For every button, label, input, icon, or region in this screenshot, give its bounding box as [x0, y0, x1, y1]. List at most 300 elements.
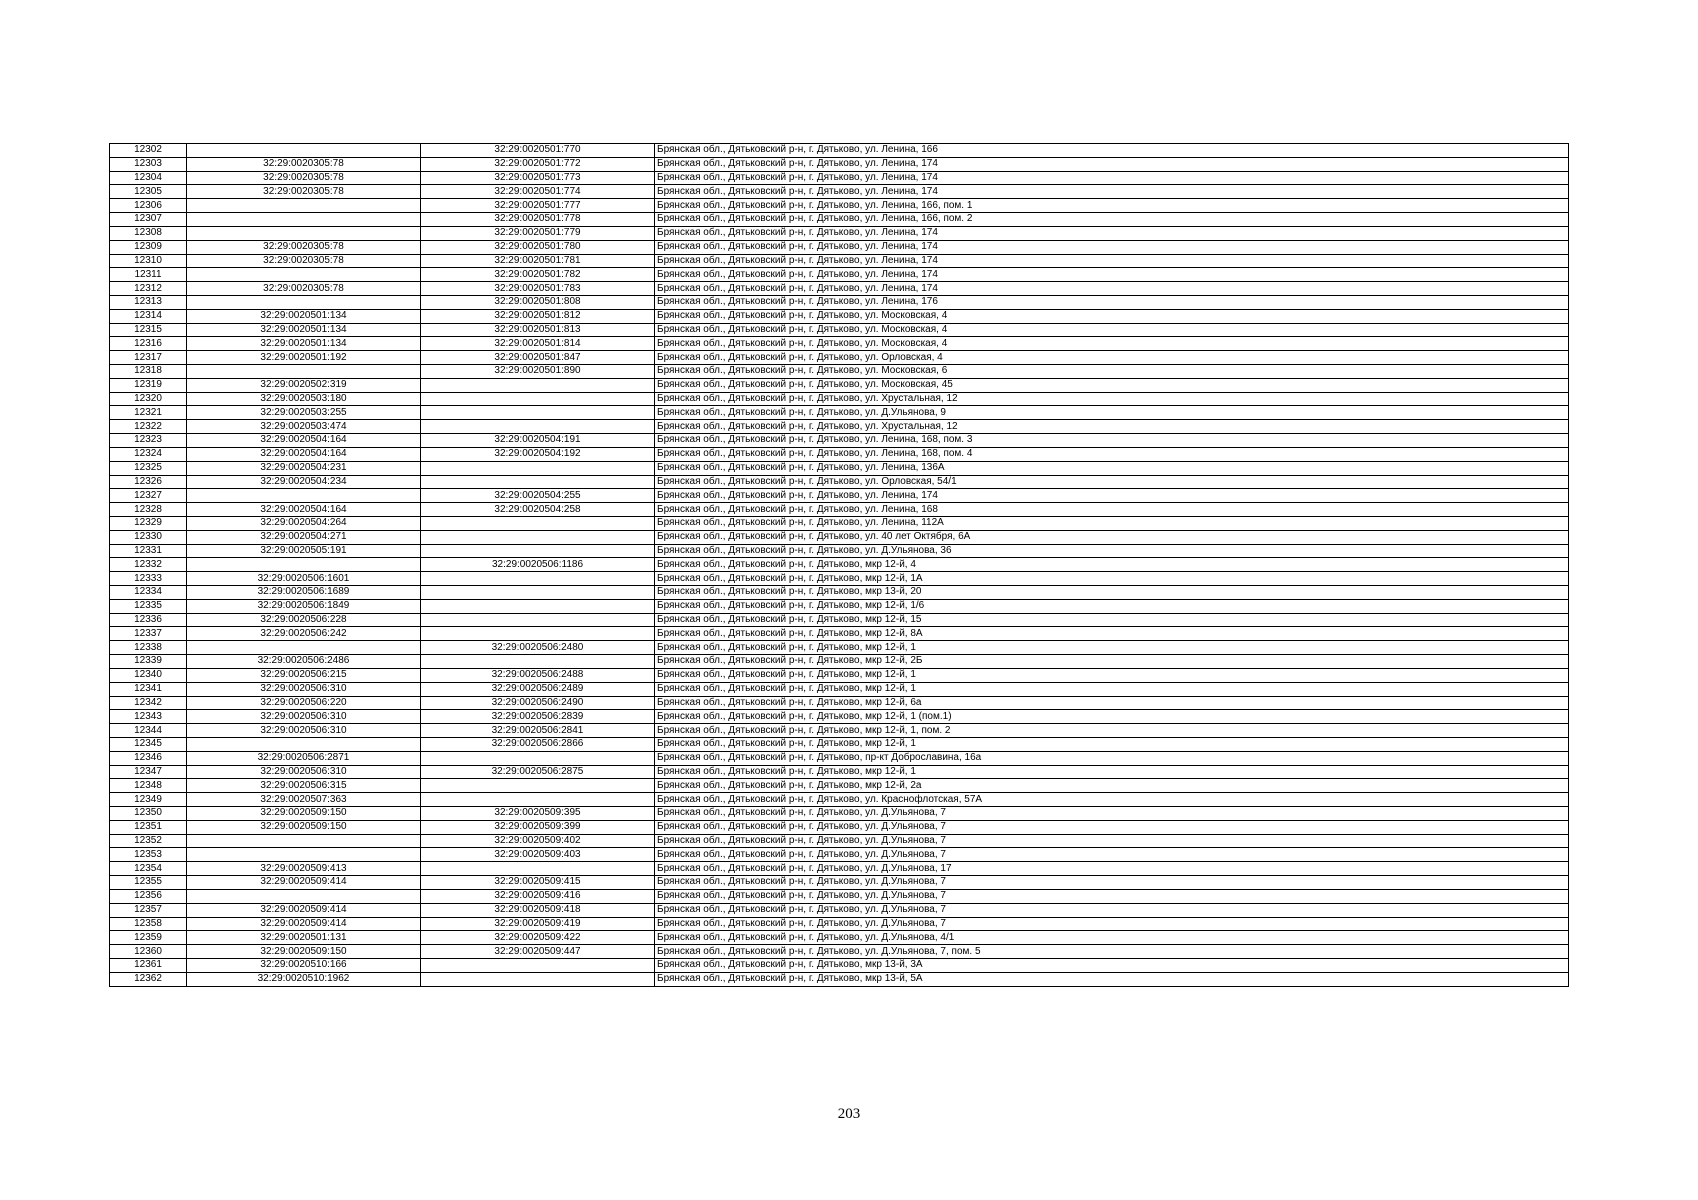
row-number-cell: 12347 — [110, 765, 187, 779]
row-number-cell: 12314 — [110, 309, 187, 323]
object-cadastral-number-cell — [421, 475, 655, 489]
row-number-cell: 12332 — [110, 558, 187, 572]
address-cell: Брянская обл., Дятьковский р-н, г. Дятьково, ул. Д.Ульянова, 7 — [655, 820, 1569, 834]
object-cadastral-number-cell: 32:29:0020509:418 — [421, 903, 655, 917]
address-cell: Брянская обл., Дятьковский р-н, г. Дятьково, ул. Московская, 4 — [655, 309, 1569, 323]
land-cadastral-number-cell: 32:29:0020506:2871 — [187, 751, 421, 765]
land-cadastral-number-cell — [187, 365, 421, 379]
object-cadastral-number-cell — [421, 392, 655, 406]
table-row — [110, 351, 1569, 365]
land-cadastral-number-cell: 32:29:0020503:255 — [187, 406, 421, 420]
row-number-cell: 12341 — [110, 682, 187, 696]
address-cell: Брянская обл., Дятьковский р-н, г. Дятьково, ул. Московская, 45 — [655, 378, 1569, 392]
table-row — [110, 972, 1569, 986]
object-cadastral-number-cell — [421, 862, 655, 876]
land-cadastral-number-cell: 32:29:0020509:150 — [187, 945, 421, 959]
row-number-cell: 12322 — [110, 420, 187, 434]
table-row — [110, 931, 1569, 945]
object-cadastral-number-cell: 32:29:0020501:890 — [421, 365, 655, 379]
object-cadastral-number-cell — [421, 516, 655, 530]
address-cell: Брянская обл., Дятьковский р-н, г. Дятьково, ул. Ленина, 174 — [655, 185, 1569, 199]
row-number-cell: 12339 — [110, 655, 187, 669]
object-cadastral-number-cell: 32:29:0020506:2875 — [421, 765, 655, 779]
land-cadastral-number-cell: 32:29:0020509:414 — [187, 917, 421, 931]
table-row — [110, 848, 1569, 862]
object-cadastral-number-cell: 32:29:0020506:2866 — [421, 737, 655, 751]
address-cell: Брянская обл., Дятьковский р-н, г. Дятьково, ул. Московская, 4 — [655, 323, 1569, 337]
table-row — [110, 337, 1569, 351]
land-cadastral-number-cell: 32:29:0020510:1962 — [187, 972, 421, 986]
table-row — [110, 406, 1569, 420]
land-cadastral-number-cell — [187, 737, 421, 751]
address-cell: Брянская обл., Дятьковский р-н, г. Дятьково, ул. Ленина, 174 — [655, 240, 1569, 254]
object-cadastral-number-cell: 32:29:0020501:779 — [421, 226, 655, 240]
row-number-cell: 12317 — [110, 351, 187, 365]
land-cadastral-number-cell: 32:29:0020509:413 — [187, 862, 421, 876]
land-cadastral-number-cell: 32:29:0020506:310 — [187, 710, 421, 724]
object-cadastral-number-cell: 32:29:0020509:403 — [421, 848, 655, 862]
table-row — [110, 958, 1569, 972]
address-cell: Брянская обл., Дятьковский р-н, г. Дятьково, ул. Ленина, 112А — [655, 516, 1569, 530]
object-cadastral-number-cell — [421, 586, 655, 600]
row-number-cell: 12333 — [110, 572, 187, 586]
address-cell: Брянская обл., Дятьковский р-н, г. Дятьково, ул. Хрустальная, 12 — [655, 420, 1569, 434]
object-cadastral-number-cell: 32:29:0020509:416 — [421, 889, 655, 903]
object-cadastral-number-cell: 32:29:0020506:2489 — [421, 682, 655, 696]
table-row — [110, 765, 1569, 779]
table-row — [110, 475, 1569, 489]
address-cell: Брянская обл., Дятьковский р-н, г. Дятьково, мкр 12-й, 2Б — [655, 655, 1569, 669]
land-cadastral-number-cell: 32:29:0020505:191 — [187, 544, 421, 558]
row-number-cell: 12359 — [110, 931, 187, 945]
table-row — [110, 751, 1569, 765]
row-number-cell: 12323 — [110, 434, 187, 448]
object-cadastral-number-cell — [421, 751, 655, 765]
land-cadastral-number-cell — [187, 848, 421, 862]
table-row — [110, 710, 1569, 724]
address-cell: Брянская обл., Дятьковский р-н, г. Дятьково, мкр 12-й, 1А — [655, 572, 1569, 586]
row-number-cell: 12356 — [110, 889, 187, 903]
row-number-cell: 12354 — [110, 862, 187, 876]
address-cell: Брянская обл., Дятьковский р-н, г. Дятьково, мкр 12-й, 1 — [655, 641, 1569, 655]
row-number-cell: 12312 — [110, 282, 187, 296]
row-number-cell: 12318 — [110, 365, 187, 379]
row-number-cell: 12325 — [110, 461, 187, 475]
land-cadastral-number-cell: 32:29:0020503:474 — [187, 420, 421, 434]
row-number-cell: 12361 — [110, 958, 187, 972]
land-cadastral-number-cell: 32:29:0020305:78 — [187, 157, 421, 171]
land-cadastral-number-cell: 32:29:0020501:192 — [187, 351, 421, 365]
land-cadastral-number-cell: 32:29:0020506:242 — [187, 627, 421, 641]
row-number-cell: 12303 — [110, 157, 187, 171]
object-cadastral-number-cell — [421, 530, 655, 544]
row-number-cell: 12348 — [110, 779, 187, 793]
row-number-cell: 12308 — [110, 226, 187, 240]
address-cell: Брянская обл., Дятьковский р-н, г. Дятьково, ул. Ленина, 166, пом. 2 — [655, 213, 1569, 227]
address-cell: Брянская обл., Дятьковский р-н, г. Дятьково, ул. Д.Ульянова, 9 — [655, 406, 1569, 420]
object-cadastral-number-cell: 32:29:0020501:770 — [421, 144, 655, 158]
address-cell: Брянская обл., Дятьковский р-н, г. Дятьково, ул. Ленина, 166 — [655, 144, 1569, 158]
address-cell: Брянская обл., Дятьковский р-н, г. Дятьково, мкр 12-й, 6а — [655, 696, 1569, 710]
land-cadastral-number-cell: 32:29:0020305:78 — [187, 240, 421, 254]
row-number-cell: 12306 — [110, 199, 187, 213]
land-cadastral-number-cell: 32:29:0020504:164 — [187, 503, 421, 517]
object-cadastral-number-cell — [421, 779, 655, 793]
address-cell: Брянская обл., Дятьковский р-н, г. Дятьково, ул. Д.Ульянова, 7, пом. 5 — [655, 945, 1569, 959]
address-cell: Брянская обл., Дятьковский р-н, г. Дятьково, ул. Ленина, 168 — [655, 503, 1569, 517]
table-row — [110, 558, 1569, 572]
table-row — [110, 724, 1569, 738]
table-row — [110, 586, 1569, 600]
address-cell: Брянская обл., Дятьковский р-н, г. Дятьково, мкр 12-й, 4 — [655, 558, 1569, 572]
land-cadastral-number-cell: 32:29:0020507:363 — [187, 793, 421, 807]
table-row — [110, 171, 1569, 185]
address-cell: Брянская обл., Дятьковский р-н, г. Дятьково, мкр 12-й, 1/6 — [655, 599, 1569, 613]
land-cadastral-number-cell: 32:29:0020506:1689 — [187, 586, 421, 600]
object-cadastral-number-cell: 32:29:0020509:399 — [421, 820, 655, 834]
address-cell: Брянская обл., Дятьковский р-н, г. Дятьково, мкр 13-й, 3А — [655, 958, 1569, 972]
land-cadastral-number-cell: 32:29:0020501:131 — [187, 931, 421, 945]
land-cadastral-number-cell — [187, 268, 421, 282]
address-cell: Брянская обл., Дятьковский р-н, г. Дятьково, ул. Д.Ульянова, 36 — [655, 544, 1569, 558]
row-number-cell: 12326 — [110, 475, 187, 489]
table-row — [110, 655, 1569, 669]
address-cell: Брянская обл., Дятьковский р-н, г. Дятьково, мкр 12-й, 2а — [655, 779, 1569, 793]
land-cadastral-number-cell: 32:29:0020504:264 — [187, 516, 421, 530]
row-number-cell: 12362 — [110, 972, 187, 986]
row-number-cell: 12343 — [110, 710, 187, 724]
land-cadastral-number-cell — [187, 558, 421, 572]
address-cell: Брянская обл., Дятьковский р-н, г. Дятьково, мкр 12-й, 1, пом. 2 — [655, 724, 1569, 738]
address-cell: Брянская обл., Дятьковский р-н, г. Дятьково, ул. Ленина, 168, пом. 4 — [655, 447, 1569, 461]
table-row — [110, 779, 1569, 793]
row-number-cell: 12338 — [110, 641, 187, 655]
table-row — [110, 378, 1569, 392]
land-cadastral-number-cell: 32:29:0020506:220 — [187, 696, 421, 710]
table-row — [110, 599, 1569, 613]
table-row — [110, 420, 1569, 434]
table-row — [110, 213, 1569, 227]
address-cell: Брянская обл., Дятьковский р-н, г. Дятьково, ул. 40 лет Октября, 6А — [655, 530, 1569, 544]
address-cell: Брянская обл., Дятьковский р-н, г. Дятьково, ул. Ленина, 168, пом. 3 — [655, 434, 1569, 448]
address-cell: Брянская обл., Дятьковский р-н, г. Дятьково, ул. Д.Ульянова, 7 — [655, 903, 1569, 917]
table-row — [110, 807, 1569, 821]
row-number-cell: 12307 — [110, 213, 187, 227]
object-cadastral-number-cell — [421, 793, 655, 807]
table-row — [110, 489, 1569, 503]
row-number-cell: 12330 — [110, 530, 187, 544]
row-number-cell: 12305 — [110, 185, 187, 199]
table-row — [110, 185, 1569, 199]
table-row — [110, 461, 1569, 475]
address-cell: Брянская обл., Дятьковский р-н, г. Дятьково, пр-кт Доброславина, 16а — [655, 751, 1569, 765]
object-cadastral-number-cell: 32:29:0020501:773 — [421, 171, 655, 185]
object-cadastral-number-cell: 32:29:0020501:778 — [421, 213, 655, 227]
row-number-cell: 12329 — [110, 516, 187, 530]
object-cadastral-number-cell: 32:29:0020501:774 — [421, 185, 655, 199]
table-row — [110, 876, 1569, 890]
address-cell: Брянская обл., Дятьковский р-н, г. Дятьково, мкр 12-й, 1 — [655, 668, 1569, 682]
object-cadastral-number-cell: 32:29:0020506:2490 — [421, 696, 655, 710]
object-cadastral-number-cell — [421, 572, 655, 586]
address-cell: Брянская обл., Дятьковский р-н, г. Дятьково, ул. Д.Ульянова, 4/1 — [655, 931, 1569, 945]
address-cell: Брянская обл., Дятьковский р-н, г. Дятьково, мкр 12-й, 15 — [655, 613, 1569, 627]
address-cell: Брянская обл., Дятьковский р-н, г. Дятьково, ул. Орловская, 4 — [655, 351, 1569, 365]
address-cell: Брянская обл., Дятьковский р-н, г. Дятьково, ул. Ленина, 136А — [655, 461, 1569, 475]
table-row — [110, 696, 1569, 710]
land-cadastral-number-cell: 32:29:0020504:164 — [187, 434, 421, 448]
table-row — [110, 199, 1569, 213]
row-number-cell: 12352 — [110, 834, 187, 848]
object-cadastral-number-cell: 32:29:0020504:255 — [421, 489, 655, 503]
object-cadastral-number-cell: 32:29:0020506:1186 — [421, 558, 655, 572]
land-cadastral-number-cell: 32:29:0020503:180 — [187, 392, 421, 406]
address-cell: Брянская обл., Дятьковский р-н, г. Дятьково, ул. Ленина, 174 — [655, 254, 1569, 268]
table-row — [110, 793, 1569, 807]
address-cell: Брянская обл., Дятьковский р-н, г. Дятьково, ул. Ленина, 176 — [655, 295, 1569, 309]
address-cell: Брянская обл., Дятьковский р-н, г. Дятьково, ул. Д.Ульянова, 17 — [655, 862, 1569, 876]
table-row — [110, 282, 1569, 296]
registry-table — [109, 143, 1569, 987]
row-number-cell: 12360 — [110, 945, 187, 959]
address-cell: Брянская обл., Дятьковский р-н, г. Дятьково, ул. Д.Ульянова, 7 — [655, 834, 1569, 848]
row-number-cell: 12313 — [110, 295, 187, 309]
object-cadastral-number-cell — [421, 972, 655, 986]
row-number-cell: 12349 — [110, 793, 187, 807]
address-cell: Брянская обл., Дятьковский р-н, г. Дятьково, ул. Орловская, 54/1 — [655, 475, 1569, 489]
page-number: 203 — [837, 1106, 861, 1122]
land-cadastral-number-cell: 32:29:0020510:166 — [187, 958, 421, 972]
object-cadastral-number-cell — [421, 599, 655, 613]
row-number-cell: 12358 — [110, 917, 187, 931]
row-number-cell: 12342 — [110, 696, 187, 710]
row-number-cell: 12327 — [110, 489, 187, 503]
table-row — [110, 503, 1569, 517]
land-cadastral-number-cell — [187, 199, 421, 213]
table-row — [110, 682, 1569, 696]
land-cadastral-number-cell: 32:29:0020506:310 — [187, 765, 421, 779]
row-number-cell: 12344 — [110, 724, 187, 738]
table-row — [110, 268, 1569, 282]
table-row — [110, 889, 1569, 903]
table-row — [110, 862, 1569, 876]
land-cadastral-number-cell — [187, 889, 421, 903]
object-cadastral-number-cell: 32:29:0020501:777 — [421, 199, 655, 213]
table-row — [110, 323, 1569, 337]
row-number-cell: 12302 — [110, 144, 187, 158]
object-cadastral-number-cell: 32:29:0020504:258 — [421, 503, 655, 517]
object-cadastral-number-cell: 32:29:0020509:419 — [421, 917, 655, 931]
land-cadastral-number-cell: 32:29:0020504:271 — [187, 530, 421, 544]
row-number-cell: 12310 — [110, 254, 187, 268]
object-cadastral-number-cell — [421, 406, 655, 420]
table-row — [110, 613, 1569, 627]
land-cadastral-number-cell: 32:29:0020509:414 — [187, 876, 421, 890]
registry-table-body — [110, 144, 1569, 987]
row-number-cell: 12315 — [110, 323, 187, 337]
address-cell: Брянская обл., Дятьковский р-н, г. Дятьково, мкр 13-й, 20 — [655, 586, 1569, 600]
address-cell: Брянская обл., Дятьковский р-н, г. Дятьково, мкр 12-й, 1 — [655, 737, 1569, 751]
row-number-cell: 12355 — [110, 876, 187, 890]
object-cadastral-number-cell: 32:29:0020509:447 — [421, 945, 655, 959]
row-number-cell: 12335 — [110, 599, 187, 613]
address-cell: Брянская обл., Дятьковский р-н, г. Дятьково, ул. Московская, 4 — [655, 337, 1569, 351]
table-row — [110, 544, 1569, 558]
object-cadastral-number-cell: 32:29:0020501:813 — [421, 323, 655, 337]
object-cadastral-number-cell — [421, 544, 655, 558]
row-number-cell: 12324 — [110, 447, 187, 461]
table-row — [110, 157, 1569, 171]
object-cadastral-number-cell: 32:29:0020509:415 — [421, 876, 655, 890]
object-cadastral-number-cell: 32:29:0020506:2488 — [421, 668, 655, 682]
row-number-cell: 12304 — [110, 171, 187, 185]
land-cadastral-number-cell: 32:29:0020305:78 — [187, 171, 421, 185]
address-cell: Брянская обл., Дятьковский р-н, г. Дятьково, мкр 12-й, 1 — [655, 682, 1569, 696]
address-cell: Брянская обл., Дятьковский р-н, г. Дятьково, ул. Хрустальная, 12 — [655, 392, 1569, 406]
object-cadastral-number-cell: 32:29:0020501:782 — [421, 268, 655, 282]
table-row — [110, 254, 1569, 268]
table-row — [110, 226, 1569, 240]
table-row — [110, 309, 1569, 323]
object-cadastral-number-cell: 32:29:0020509:402 — [421, 834, 655, 848]
row-number-cell: 12345 — [110, 737, 187, 751]
land-cadastral-number-cell: 32:29:0020509:150 — [187, 820, 421, 834]
land-cadastral-number-cell: 32:29:0020305:78 — [187, 185, 421, 199]
object-cadastral-number-cell — [421, 378, 655, 392]
address-cell: Брянская обл., Дятьковский р-н, г. Дятьково, ул. Ленина, 174 — [655, 489, 1569, 503]
land-cadastral-number-cell: 32:29:0020305:78 — [187, 282, 421, 296]
land-cadastral-number-cell: 32:29:0020506:228 — [187, 613, 421, 627]
object-cadastral-number-cell: 32:29:0020506:2480 — [421, 641, 655, 655]
object-cadastral-number-cell: 32:29:0020504:191 — [421, 434, 655, 448]
address-cell: Брянская обл., Дятьковский р-н, г. Дятьково, ул. Д.Ульянова, 7 — [655, 807, 1569, 821]
table-row — [110, 834, 1569, 848]
address-cell: Брянская обл., Дятьковский р-н, г. Дятьково, ул. Московская, 6 — [655, 365, 1569, 379]
row-number-cell: 12311 — [110, 268, 187, 282]
land-cadastral-number-cell: 32:29:0020506:310 — [187, 724, 421, 738]
address-cell: Брянская обл., Дятьковский р-н, г. Дятьково, ул. Д.Ульянова, 7 — [655, 889, 1569, 903]
table-row — [110, 917, 1569, 931]
address-cell: Брянская обл., Дятьковский р-н, г. Дятьково, ул. Ленина, 174 — [655, 226, 1569, 240]
table-row — [110, 365, 1569, 379]
land-cadastral-number-cell — [187, 144, 421, 158]
row-number-cell: 12334 — [110, 586, 187, 600]
address-cell: Брянская обл., Дятьковский р-н, г. Дятьково, ул. Д.Ульянова, 7 — [655, 876, 1569, 890]
row-number-cell: 12340 — [110, 668, 187, 682]
object-cadastral-number-cell — [421, 958, 655, 972]
object-cadastral-number-cell: 32:29:0020506:2839 — [421, 710, 655, 724]
land-cadastral-number-cell: 32:29:0020501:134 — [187, 337, 421, 351]
object-cadastral-number-cell — [421, 461, 655, 475]
address-cell: Брянская обл., Дятьковский р-н, г. Дятьково, мкр 12-й, 8А — [655, 627, 1569, 641]
table-row — [110, 903, 1569, 917]
table-row — [110, 240, 1569, 254]
row-number-cell: 12353 — [110, 848, 187, 862]
object-cadastral-number-cell — [421, 420, 655, 434]
object-cadastral-number-cell — [421, 627, 655, 641]
object-cadastral-number-cell: 32:29:0020501:808 — [421, 295, 655, 309]
row-number-cell: 12309 — [110, 240, 187, 254]
object-cadastral-number-cell: 32:29:0020501:783 — [421, 282, 655, 296]
row-number-cell: 12346 — [110, 751, 187, 765]
object-cadastral-number-cell: 32:29:0020501:772 — [421, 157, 655, 171]
address-cell: Брянская обл., Дятьковский р-н, г. Дятьково, ул. Ленина, 174 — [655, 282, 1569, 296]
address-cell: Брянская обл., Дятьковский р-н, г. Дятьково, мкр 12-й, 1 — [655, 765, 1569, 779]
row-number-cell: 12351 — [110, 820, 187, 834]
address-cell: Брянская обл., Дятьковский р-н, г. Дятьково, ул. Д.Ульянова, 7 — [655, 848, 1569, 862]
land-cadastral-number-cell: 32:29:0020504:234 — [187, 475, 421, 489]
land-cadastral-number-cell — [187, 641, 421, 655]
land-cadastral-number-cell — [187, 295, 421, 309]
address-cell: Брянская обл., Дятьковский р-н, г. Дятьково, ул. Д.Ульянова, 7 — [655, 917, 1569, 931]
land-cadastral-number-cell: 32:29:0020502:319 — [187, 378, 421, 392]
object-cadastral-number-cell: 32:29:0020501:812 — [421, 309, 655, 323]
table-row — [110, 434, 1569, 448]
row-number-cell: 12357 — [110, 903, 187, 917]
row-number-cell: 12316 — [110, 337, 187, 351]
land-cadastral-number-cell: 32:29:0020305:78 — [187, 254, 421, 268]
land-cadastral-number-cell: 32:29:0020506:215 — [187, 668, 421, 682]
object-cadastral-number-cell: 32:29:0020509:395 — [421, 807, 655, 821]
row-number-cell: 12320 — [110, 392, 187, 406]
table-row — [110, 641, 1569, 655]
address-cell: Брянская обл., Дятьковский р-н, г. Дятьково, мкр 13-й, 5А — [655, 972, 1569, 986]
table-row — [110, 668, 1569, 682]
land-cadastral-number-cell: 32:29:0020504:164 — [187, 447, 421, 461]
land-cadastral-number-cell — [187, 213, 421, 227]
row-number-cell: 12321 — [110, 406, 187, 420]
row-number-cell: 12319 — [110, 378, 187, 392]
land-cadastral-number-cell: 32:29:0020501:134 — [187, 323, 421, 337]
table-row — [110, 392, 1569, 406]
land-cadastral-number-cell — [187, 226, 421, 240]
land-cadastral-number-cell — [187, 489, 421, 503]
table-row — [110, 447, 1569, 461]
row-number-cell: 12328 — [110, 503, 187, 517]
address-cell: Брянская обл., Дятьковский р-н, г. Дятьково, ул. Ленина, 174 — [655, 157, 1569, 171]
address-cell: Брянская обл., Дятьковский р-н, г. Дятьково, ул. Ленина, 166, пом. 1 — [655, 199, 1569, 213]
row-number-cell: 12331 — [110, 544, 187, 558]
table-row — [110, 295, 1569, 309]
table-row — [110, 530, 1569, 544]
land-cadastral-number-cell: 32:29:0020501:134 — [187, 309, 421, 323]
object-cadastral-number-cell: 32:29:0020501:781 — [421, 254, 655, 268]
table-row — [110, 945, 1569, 959]
row-number-cell: 12336 — [110, 613, 187, 627]
table-row — [110, 144, 1569, 158]
object-cadastral-number-cell: 32:29:0020506:2841 — [421, 724, 655, 738]
object-cadastral-number-cell — [421, 613, 655, 627]
table-row — [110, 820, 1569, 834]
object-cadastral-number-cell: 32:29:0020501:780 — [421, 240, 655, 254]
object-cadastral-number-cell: 32:29:0020509:422 — [421, 931, 655, 945]
land-cadastral-number-cell: 32:29:0020506:2486 — [187, 655, 421, 669]
land-cadastral-number-cell — [187, 834, 421, 848]
object-cadastral-number-cell: 32:29:0020504:192 — [421, 447, 655, 461]
land-cadastral-number-cell: 32:29:0020506:315 — [187, 779, 421, 793]
land-cadastral-number-cell: 32:29:0020506:1849 — [187, 599, 421, 613]
address-cell: Брянская обл., Дятьковский р-н, г. Дятьково, ул. Краснофлотская, 57А — [655, 793, 1569, 807]
land-cadastral-number-cell: 32:29:0020504:231 — [187, 461, 421, 475]
land-cadastral-number-cell: 32:29:0020509:414 — [187, 903, 421, 917]
table-row — [110, 737, 1569, 751]
row-number-cell: 12337 — [110, 627, 187, 641]
address-cell: Брянская обл., Дятьковский р-н, г. Дятьково, ул. Ленина, 174 — [655, 268, 1569, 282]
address-cell: Брянская обл., Дятьковский р-н, г. Дятьково, ул. Ленина, 174 — [655, 171, 1569, 185]
table-row — [110, 572, 1569, 586]
row-number-cell: 12350 — [110, 807, 187, 821]
table-row — [110, 516, 1569, 530]
